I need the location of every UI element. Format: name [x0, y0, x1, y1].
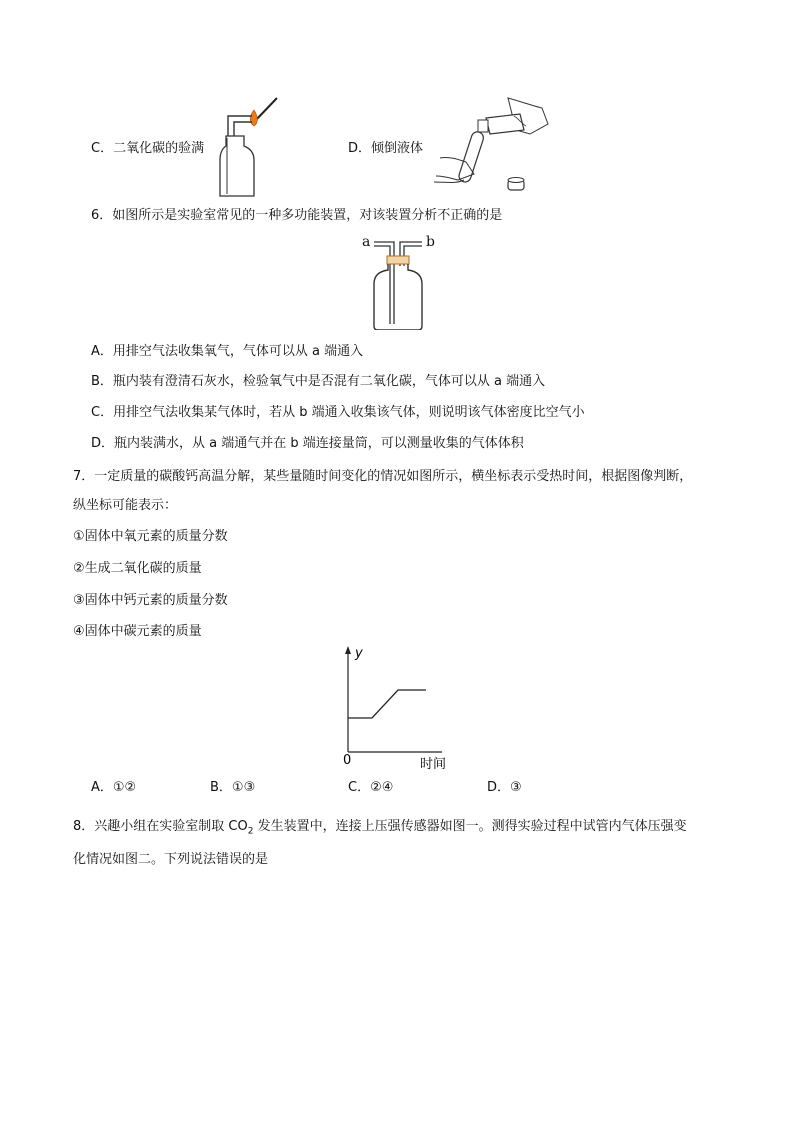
q7-item-4: ④固体中碳元素的质量: [73, 624, 202, 639]
q7-stem-line2: 纵坐标可能表示：: [73, 498, 178, 513]
q6-label-b: b: [426, 234, 435, 250]
y-axis-label: y: [355, 646, 363, 661]
q8-line1-post: 发生装置中，连接上压强传感器如图一。测得实验过程中试管内气体压强变: [253, 819, 687, 834]
q6-option-c: C．用排空气法收集某气体时，若从 b 端通入收集该气体，则说明该气体密度比空气小: [91, 405, 585, 420]
y-axis-arrow: [345, 646, 351, 654]
q8-stem-line2: 化情况如图二。下列说法错误的是: [73, 852, 269, 867]
origin-label: 0: [343, 753, 352, 768]
q5-option-c: C．二氧化碳的验满: [91, 141, 205, 156]
multifunction-bottle-figure: [370, 238, 426, 330]
q6-stem: 6．如图所示是实验室常见的一种多功能装置，对该装置分析不正确的是: [91, 208, 503, 223]
q7-answer-b: B．①③: [210, 780, 256, 795]
q6-label-a: a: [362, 234, 371, 250]
q7-item-3: ③固体中钙元素的质量分数: [73, 593, 228, 608]
q6-option-a: A．用排空气法收集氧气，气体可以从 a 端通入: [91, 344, 364, 359]
graph-curve: [348, 690, 426, 718]
q6-option-d: D．瓶内装满水，从 a 端通气并在 b 端连接量筒，可以测量收集的气体体积: [91, 436, 524, 451]
q8-subscript: 2: [247, 826, 254, 837]
q8-stem-line1: [73, 818, 687, 841]
q7-graph: [330, 644, 460, 772]
q7-answer-d: D．③: [487, 780, 522, 795]
q8-line1-pre: 8．兴趣小组在实验室制取 CO: [73, 819, 248, 834]
co2-full-test-figure: [214, 96, 284, 200]
pour-liquid-figure: [430, 96, 555, 198]
x-axis-label: 时间: [420, 757, 447, 772]
q7-item-1: ①固体中氧元素的质量分数: [73, 529, 228, 544]
q5-option-d: D．倾倒液体: [348, 141, 424, 156]
q6-option-b: B．瓶内装有澄清石灰水，检验氧气中是否混有二氧化碳，气体可以从 a 端通入: [91, 374, 546, 389]
q7-answer-c: C．②④: [348, 780, 394, 795]
q7-item-2: ②生成二氧化碳的质量: [73, 561, 202, 576]
q7-answer-a: A．①②: [91, 780, 137, 795]
q7-stem-line1: 7．一定质量的碳酸钙高温分解，某些量随时间变化的情况如图所示，横坐标表示受热时间，根据图像判断，: [73, 469, 693, 484]
